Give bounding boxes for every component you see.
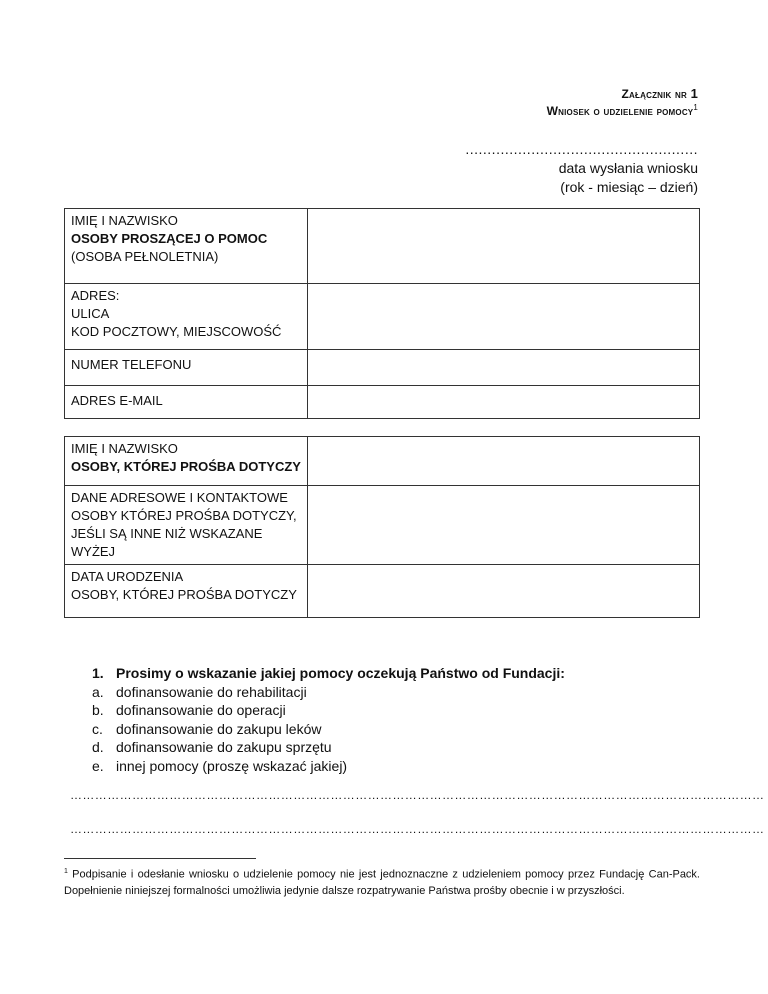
table-row (65, 209, 700, 284)
label-line: IMIĘ I NAZWISKO (71, 441, 178, 456)
label-line: OSOBY, KTÓREJ PROŚBA DOTYCZY (71, 587, 297, 602)
table-row (65, 350, 700, 386)
table-row (65, 284, 700, 350)
table-row (65, 386, 700, 419)
option-marker: e. (92, 757, 104, 774)
label-line: JEŚLI SĄ INNE NIŻ WSKAZANE WYŻEJ (71, 526, 263, 559)
subject-name-label (65, 437, 308, 486)
label-line: DANE ADRESOWE I KONTAKTOWE (71, 490, 288, 505)
option-marker: a. (92, 683, 104, 700)
question-text: Prosimy o wskazanie jakiej pomocy oczekują Państwo od Fundacji: (116, 665, 565, 681)
label-line: NUMER TELEFONU (71, 357, 192, 372)
subject-name-field[interactable] (308, 437, 700, 486)
applicant-address-field[interactable] (308, 284, 700, 350)
applicant-phone-field[interactable] (308, 350, 700, 386)
footnote (64, 864, 700, 899)
applicant-phone-label (65, 350, 308, 386)
label-line: OSOBY KTÓREJ PROŚBA DOTYCZY, (71, 508, 297, 523)
help-type-question (92, 664, 565, 775)
answer-line[interactable]: …………………………………………………………………………………………………………………………………………………… (70, 788, 765, 802)
option-item[interactable] (92, 738, 565, 757)
applicant-address-label (65, 284, 308, 350)
annex-number: 1 (690, 86, 698, 101)
date-format-hint: (rok - miesiąc – dzień) (560, 179, 698, 195)
label-line: ADRES: (71, 288, 120, 303)
question-heading (92, 664, 565, 683)
option-text: dofinansowanie do zakupu sprzętu (116, 739, 332, 755)
table-row (65, 437, 700, 486)
label-line: ADRES E-MAIL (71, 393, 163, 408)
footnote-divider (64, 858, 256, 859)
label-line: OSOBY, KTÓREJ PROŚBA DOTYCZY (71, 459, 301, 474)
option-text: innej pomocy (proszę wskazać jakiej) (116, 757, 348, 774)
annex-prefix: Załącznik nr (621, 87, 691, 101)
applicant-name-field[interactable] (308, 209, 700, 284)
label-line: DATA URODZENIA (71, 569, 184, 584)
label-line: OSOBY PROSZĄCEJ O POMOC (71, 231, 268, 246)
footnote-reference: 1 (693, 103, 698, 112)
date-entry-line[interactable]: ..................................................... (465, 141, 698, 157)
option-item[interactable] (92, 757, 565, 776)
subject-birthdate-label (65, 565, 308, 618)
option-text: dofinansowanie do zakupu leków (116, 720, 322, 737)
label-line: KOD POCZTOWY, MIEJSCOWOŚĆ (71, 324, 282, 339)
subject-birthdate-field[interactable] (308, 565, 700, 618)
footnote-marker: 1 (64, 868, 68, 875)
option-marker: c. (92, 720, 103, 737)
applicant-name-label (65, 209, 308, 284)
applicant-email-field[interactable] (308, 386, 700, 419)
request-title-text: Wniosek o udzielenie pomocy (546, 104, 694, 118)
subject-contact-label (65, 486, 308, 565)
question-number: 1. (92, 665, 104, 681)
answer-line[interactable]: …………………………………………………………………………………………………………………………………………………… (70, 822, 765, 836)
table-row (65, 486, 700, 565)
option-text: dofinansowanie do rehabilitacji (116, 683, 307, 700)
table-row (65, 565, 700, 618)
option-marker: b. (92, 702, 104, 718)
option-item[interactable] (92, 701, 565, 720)
applicant-table (64, 208, 700, 419)
label-line: (OSOBA PEŁNOLETNIA) (71, 249, 219, 264)
label-line: IMIĘ I NAZWISKO (71, 213, 178, 228)
request-title (547, 103, 698, 118)
option-item[interactable] (92, 720, 565, 739)
annex-title (622, 86, 698, 101)
label-line: ULICA (71, 306, 110, 321)
option-marker: d. (92, 739, 104, 755)
applicant-email-label (65, 386, 308, 419)
subject-contact-field[interactable] (308, 486, 700, 565)
option-text: dofinansowanie do operacji (116, 702, 286, 718)
date-label: data wysłania wniosku (558, 160, 698, 176)
subject-table (64, 436, 700, 618)
footnote-text: Podpisanie i odesłanie wniosku o udzielenie pomocy nie jest jednoznaczne z udzieleniem pomocy przez Fundację Can-Pack. Dopełnienie niniejszej formalności umożliwia jedynie dalsze rozpatrywanie Państwa prośby obecnie i w przyszłości. (64, 868, 700, 897)
option-item[interactable] (92, 683, 565, 702)
